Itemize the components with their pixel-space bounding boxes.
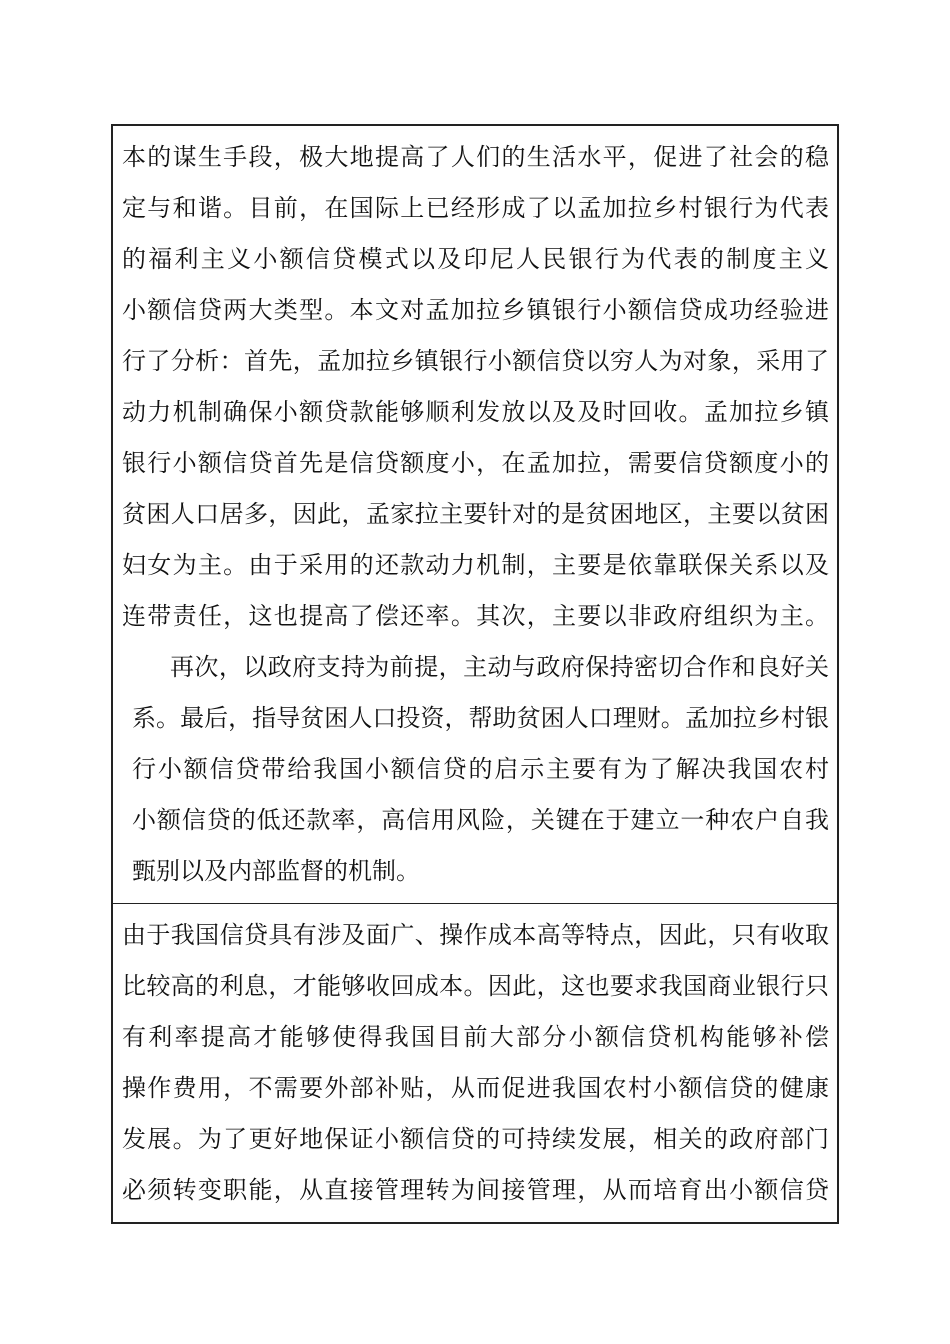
text-line: 操作费用，不需要外部补贴，从而促进我国农村小额信贷的健康 (122, 1074, 829, 1102)
text-line: 发展。为了更好地保证小额信贷的可持续发展，相关的政府部门 (122, 1125, 829, 1153)
text-line: 本的谋生手段，极大地提高了人们的生活水平，促进了社会的稳 (122, 143, 829, 171)
text-line: 动力机制确保小额贷款能够顺利发放以及及时回收。孟加拉乡镇 (122, 398, 829, 426)
text-line: 小额信贷两大类型。本文对孟加拉乡镇银行小额信贷成功经验进 (122, 296, 829, 324)
text-line: 银行小额信贷首先是信贷额度小，在孟加拉，需要信贷额度小的 (122, 449, 829, 477)
text-line: 妇女为主。由于采用的还款动力机制，主要是依靠联保关系以及 (122, 551, 829, 579)
text-line: 由于我国信贷具有涉及面广、操作成本高等特点，因此，只有收取 (122, 921, 829, 949)
table-cell-1 (113, 126, 837, 903)
text-line: 行了分析：首先，孟加拉乡镇银行小额信贷以穷人为对象，采用了 (122, 347, 829, 375)
text-line: 甄别以及内部监督的机制。 (132, 857, 420, 885)
text-line: 小额信贷的低还款率，高信用风险，关键在于建立一种农户自我 (132, 806, 829, 834)
text-line: 行小额信贷带给我国小额信贷的启示主要有为了解决我国农村 (132, 755, 829, 783)
text-line: 有利率提高才能够使得我国目前大部分小额信贷机构能够补偿 (122, 1023, 829, 1051)
document-table (111, 124, 839, 1224)
text-line: 定与和谐。目前，在国际上已经形成了以孟加拉乡村银行为代表 (122, 194, 829, 222)
table-cell-2 (113, 903, 837, 1222)
text-line: 必须转变职能，从直接管理转为间接管理，从而培育出小额信贷 (122, 1176, 829, 1204)
text-line: 贫困人口居多，因此，孟家拉主要针对的是贫困地区，主要以贫困 (122, 500, 829, 528)
text-line: 连带责任，这也提高了偿还率。其次，主要以非政府组织为主。 (122, 602, 829, 630)
text-line: 比较高的利息，才能够收回成本。因此，这也要求我国商业银行只 (122, 972, 829, 1000)
text-line: 的福利主义小额信贷模式以及印尼人民银行为代表的制度主义 (122, 245, 829, 273)
text-line: 再次，以政府支持为前提，主动与政府保持密切合作和良好关 (170, 653, 829, 681)
text-line: 系。最后，指导贫困人口投资，帮助贫困人口理财。孟加拉乡村银 (132, 704, 829, 732)
